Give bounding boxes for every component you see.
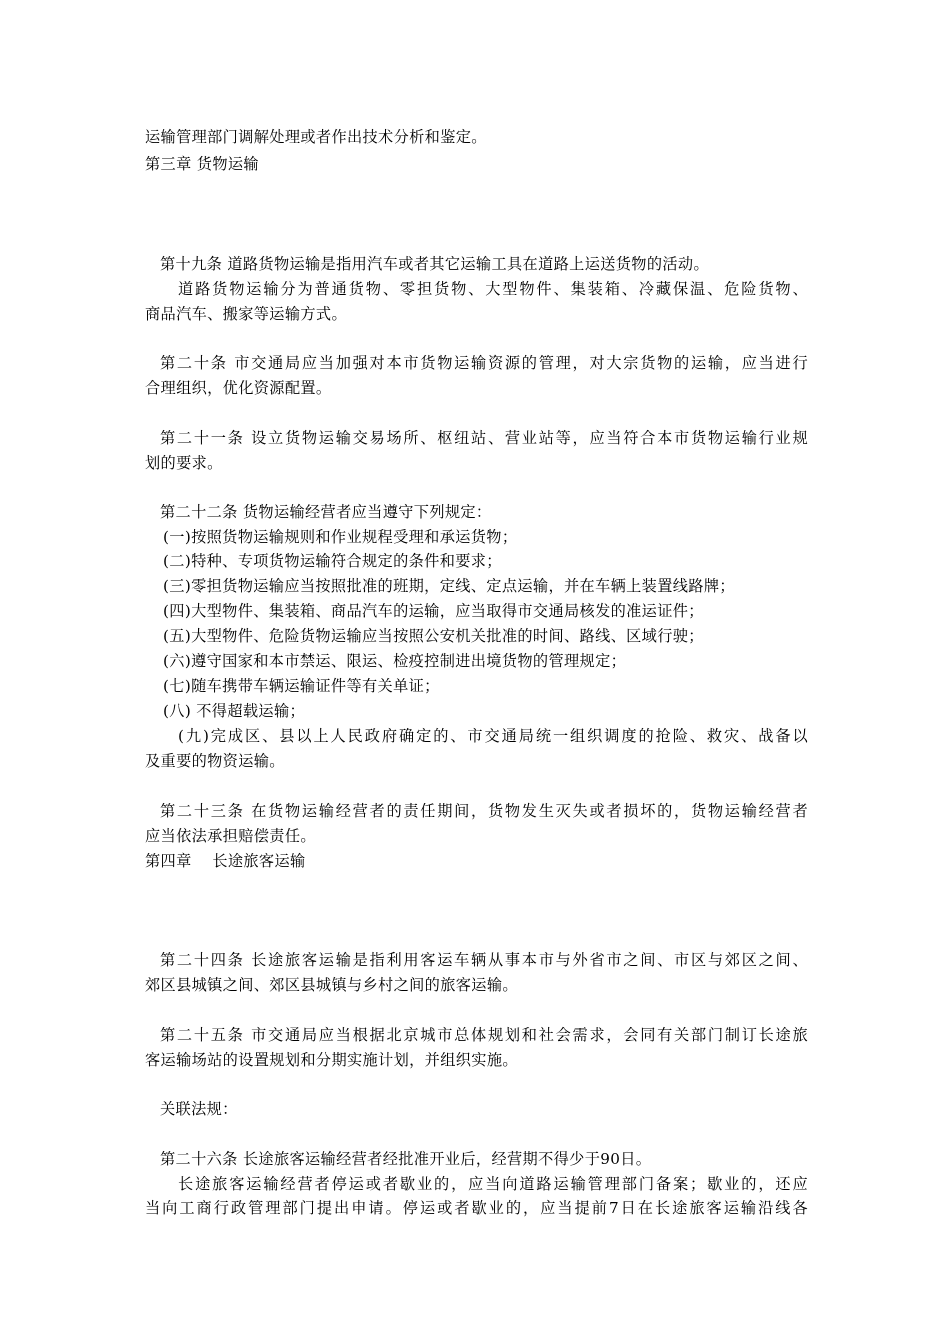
article-23-line: 应当依法承担赔偿责任。 bbox=[145, 827, 316, 845]
chapter-heading: 第三章 货物运输 bbox=[145, 155, 259, 173]
article-26-line: 第二十六条 长途旅客运输经营者经批准开业后，经营期不得少于90日。 bbox=[160, 1150, 652, 1168]
article-23-line: 第二十三条 在货物运输经营者的责任期间，货物发生灭失或者损坏的，货物运输经营者 bbox=[160, 802, 808, 820]
article-20-line: 第二十条 市交通局应当加强对本市货物运输资源的管理，对大宗货物的运输，应当进行 bbox=[160, 354, 808, 372]
list-item: (六)遵守国家和本市禁运、限运、检疫控制进出境货物的管理规定； bbox=[163, 652, 627, 670]
article-21-line: 第二十一条 设立货物运输交易场所、枢纽站、营业站等，应当符合本市货物运输行业规 bbox=[160, 429, 808, 447]
related-regulations-label: 关联法规： bbox=[160, 1100, 238, 1118]
article-26-line: 长途旅客运输经营者停运或者歇业的，应当向道路运输管理部门备案；歇业的，还应 bbox=[178, 1175, 808, 1193]
article-21-line: 划的要求。 bbox=[145, 454, 223, 472]
article-24-line: 第二十四条 长途旅客运输是指利用客运车辆从事本市与外省市之间、市区与郊区之间、 bbox=[160, 951, 808, 969]
list-item: (五)大型物件、危险货物运输应当按照公安机关批准的时间、路线、区域行驶； bbox=[163, 627, 704, 645]
text-line: 运输管理部门调解处理或者作出技术分析和鉴定。 bbox=[145, 128, 487, 146]
list-item: (二)特种、专项货物运输符合规定的条件和要求； bbox=[163, 552, 502, 570]
list-item: (一)按照货物运输规则和作业规程受理和承运货物； bbox=[163, 528, 518, 546]
article-22-line: 第二十二条 货物运输经营者应当遵守下列规定： bbox=[160, 503, 492, 521]
chapter-heading: 第四章 长途旅客运输 bbox=[145, 852, 306, 870]
article-19-line: 第十九条 道路货物运输是指用汽车或者其它运输工具在道路上运送货物的活动。 bbox=[160, 255, 709, 273]
article-26-line: 当向工商行政管理部门提出申请。停运或者歇业的，应当提前7日在长途旅客运输沿线各 bbox=[145, 1199, 808, 1217]
article-24-line: 郊区县城镇之间、郊区县城镇与乡村之间的旅客运输。 bbox=[145, 976, 518, 994]
article-20-line: 合理组织，优化资源配置。 bbox=[145, 379, 332, 397]
list-item: 及重要的物资运输。 bbox=[145, 752, 285, 770]
document-page bbox=[145, 0, 810, 1344]
list-item: (七)随车携带车辆运输证件等有关单证； bbox=[163, 677, 440, 695]
list-item: (九)完成区、县以上人民政府确定的、市交通局统一组织调度的抢险、救灾、战备以 bbox=[178, 727, 808, 745]
article-19-line: 商品汽车、搬家等运输方式。 bbox=[145, 305, 347, 323]
article-25-line: 客运输场站的设置规划和分期实施计划，并组织实施。 bbox=[145, 1051, 518, 1069]
list-item: (八) 不得超载运输； bbox=[163, 702, 306, 720]
article-25-line: 第二十五条 市交通局应当根据北京城市总体规划和社会需求，会同有关部门制订长途旅 bbox=[160, 1026, 808, 1044]
article-19-line: 道路货物运输分为普通货物、零担货物、大型物件、集装箱、冷藏保温、危险货物、 bbox=[178, 280, 808, 298]
list-item: (四)大型物件、集装箱、商品汽车的运输，应当取得市交通局核发的准运证件； bbox=[163, 602, 704, 620]
list-item: (三)零担货物运输应当按照批准的班期，定线、定点运输，并在车辆上装置线路牌； bbox=[163, 577, 735, 595]
